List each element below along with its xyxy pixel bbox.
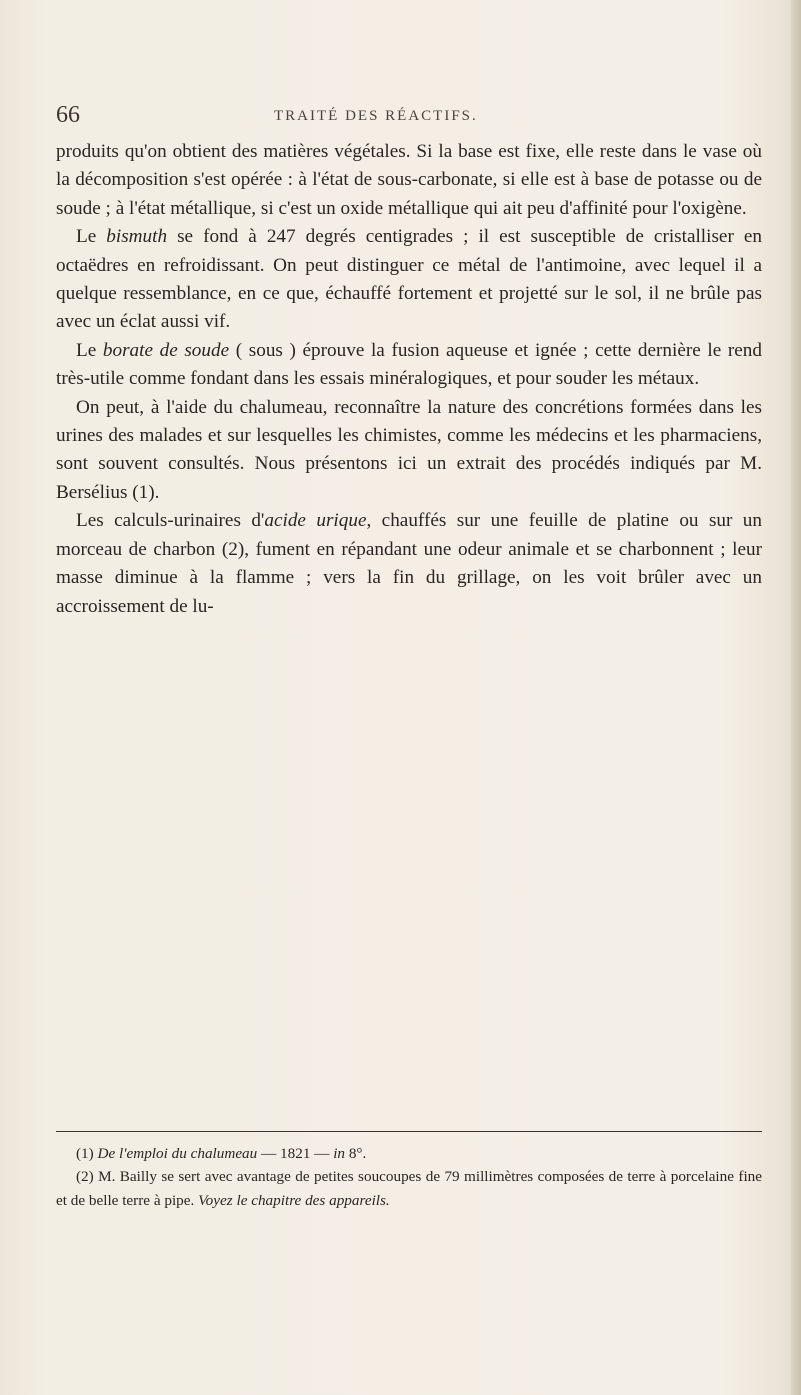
paragraph-2-rest: se fond à 247 degrés centigrades ; il est susceptible de cristalliser en octaëdres en refroidissant. On peut distinguer ce métal de l'antimoine, avec lequel il a quelque ressemblance, en ce que, échauffé fortement et projetté sur le sol, il ne brûle pas avec un éclat aussi vif. [56,226,762,333]
term-borate-de-soude: borate de soude [102,339,230,361]
footnote-1-rest: — 1821 — [257,1145,334,1162]
paragraph-5-start: Les calculs-urinaires d' [76,510,265,532]
footnote-1 [56,1142,762,1165]
paragraph-3-rest: ( sous ) éprouve la fusion aqueuse et ignée ; cette dernière le rend très-utile comme fondant dans les essais minéralogiques, et pour souder les métaux. [56,339,762,390]
paragraph-5-rest: , chauffés sur une feuille de platine ou sur un morceau de charbon (2), fument en répandant une odeur animale et se charbonnent ; leur masse diminue à la flamme ; vers la fin du grillage, on les voit brûler avec un accroissement de lu- [56,510,762,617]
paragraph-3 [56,337,762,394]
footnote-2-see: Voyez le chapitre des appareils. [198,1191,390,1209]
main-text [56,138,762,621]
paragraph-1: produits qu'on obtient des matières végétales. Si la base est fixe, elle reste dans le vase où la décomposition s'est opérée : à l'état de sous-carbonate, si elle est à base de potasse ou de soude ; à l'état métallique, si c'est un oxide métallique qui ait peu d'affinité pour l'oxigène. [56,141,762,219]
page-number: 66 [56,102,80,128]
footnotes [56,1142,762,1212]
page-edge [791,0,801,1395]
term-acide-urique: acide urique [264,510,367,532]
paragraph-4: On peut, à l'aide du chalumeau, reconnaître la nature des concrétions formées dans les urines des malades et sur lesquelles les chimistes, comme les médecins et les pharmaciens, sont souvent consultés. Nous présentons ici un extrait des procédés indiqués par M. Bersélius (1). [56,396,762,503]
page-header [56,100,756,134]
paragraph-3-start: Le [76,339,103,361]
footnote-2-text: (2) M. Bailly se sert avec avantage de petites soucoupes de 79 millimètres composées de terre à porcelaine fine et de belle terre à pipe. [56,1168,762,1209]
footnote-divider [56,1131,762,1132]
paragraph-5 [56,507,762,621]
paragraph-2-start: Le [76,226,107,248]
footnote-1-in: in [333,1145,346,1162]
footnote-1-mark: (1) [76,1145,98,1162]
term-bismuth: bismuth [106,226,168,248]
footnote-1-format: 8°. [345,1145,367,1162]
running-title: TRAITÉ DES RÉACTIFS. [274,108,478,124]
footnote-1-title: De l'emploi du chalumeau [97,1145,258,1162]
paragraph-2 [56,223,762,337]
footnote-2 [56,1165,762,1212]
